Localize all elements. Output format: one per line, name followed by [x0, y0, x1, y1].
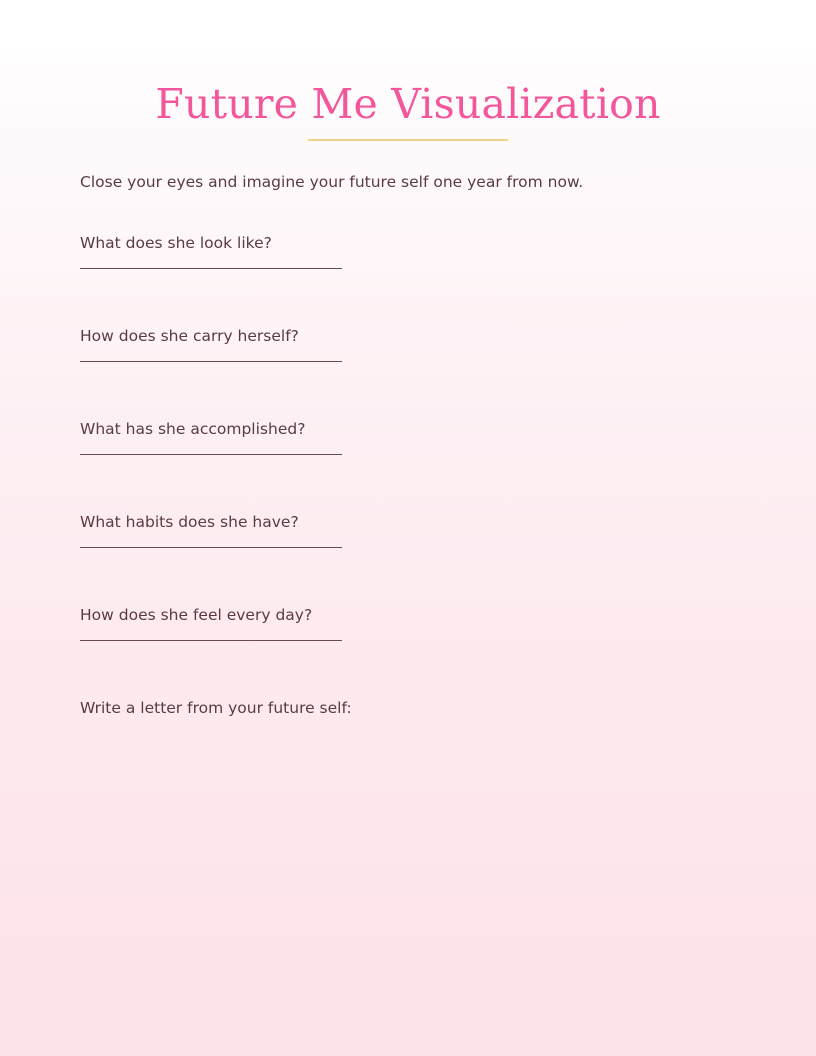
question-block — [80, 511, 680, 548]
question-block — [80, 232, 680, 269]
page-title: Future Me Visualization — [155, 80, 661, 128]
answer-line[interactable] — [80, 454, 342, 455]
question-label: What has she accomplished? — [80, 420, 306, 438]
question-label: What does she look like? — [80, 234, 272, 252]
answer-line[interactable] — [80, 361, 342, 362]
intro-text: Close your eyes and imagine your future self one year from now. — [80, 173, 584, 191]
question-label: How does she carry herself? — [80, 327, 299, 345]
question-block — [80, 325, 680, 362]
question-label: How does she feel every day? — [80, 606, 313, 624]
title-underline — [308, 139, 508, 141]
answer-line[interactable] — [80, 640, 342, 641]
question-label: What habits does she have? — [80, 513, 299, 531]
letter-prompt: Write a letter from your future self: — [80, 699, 352, 717]
question-block — [80, 604, 680, 641]
question-block — [80, 418, 680, 455]
answer-line[interactable] — [80, 547, 342, 548]
answer-line[interactable] — [80, 268, 342, 269]
